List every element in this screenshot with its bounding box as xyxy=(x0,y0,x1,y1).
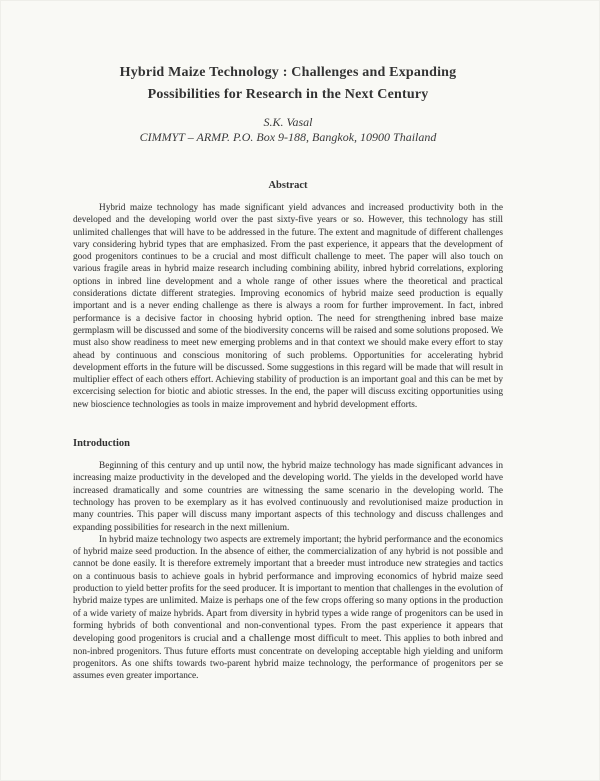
paper-title-line-2: Possibilities for Research in the Next Century xyxy=(147,87,429,102)
introduction-paragraph-2 xyxy=(73,534,503,683)
introduction-heading: Introduction xyxy=(73,438,130,450)
introduction-paragraph-2-before: In hybrid maize technology two aspects are extremely important; the hybrid performance and the economics of hybrid maize seed production. In the absence of either, the commercialization of any hybrid is not possible and cannot be done easily. It is therefore extremely important that a breeder must introduce new strategies and tactics on a continuous basis to achieve goals in hybrid performance and improving economics of hybrid maize seed production to yield better profits for the seed producer. It is important to mention that challenges in the evolution of hybrid maize types are unlimited. Maize is perhaps one of the few crops offering so many options in the production of a wide variety of maize hybrids. Apart from diversity in hybrid types a wide range of progenitors can be used in forming hybrids of both conventional and non-conventional types. From the past experience it appears that developing good progenitors is crucial xyxy=(73,534,503,645)
introduction-paragraph-2-after: difficult to meet. This applies to both inbred and non-inbred progenitors. Thus future efforts must concentrate on developing acceptable high yielding and uniform progenitors. As one shifts towards two-parent hybrid maize technology, the performance of progenitors per se assumes even greater importance. xyxy=(73,634,503,682)
author-name: S.K. Vasal xyxy=(263,115,313,129)
paper-title-line-1: Hybrid Maize Technology : Challenges and Expanding xyxy=(119,65,457,80)
abstract-paragraph: Hybrid maize technology has made significant yield advances and increased productivity both in the developed and the developing world over the past sixty-five years or so. However, this technology has still unlimited challenges that will have to be addressed in the future. The extent and magnitude of different challenges vary considering hybrid types that are emphasized. From the past experience, it appears that the development of good progenitors continues to be a crucial and most difficult challenge to meet. The paper will also touch on various fragile areas in hybrid maize research including combining ability, inbred hybrid correlations, exploring options in inbred line development and a whole range of other issues where the theoretical and practical considerations dictate different strategies. Improving economics of hybrid maize seed production is equally important and is a never ending challenge as there is always a room for further improvement. In fact, inbred performance is a decisive factor in choosing hybrid option. The need for strengthening inbred base maize germplasm will be discussed and some of the biodiversity concerns will be raised and some solutions proposed. We must also show readiness to meet new emerging problems and in that context we should make every effort to stay ahead by continuous and conscious monitoring of such problems. Opportunities for accelerating hybrid development efforts in the future will be discussed. Some suggestions in this regard will be made that will result in multiplier effect of each others effort. Achieving stability of production is an important goal and this can be met by excercising selection for biotic and abiotic stresses. In the end, the paper will discuss exciting opportunities using new bioscience technologies as tools in maize improvement and hybrid development efforts. xyxy=(73,203,503,410)
byline xyxy=(73,115,503,145)
introduction-paragraph-2-emphasis: and a challenge most xyxy=(221,632,316,645)
introduction-paragraph-1: Beginning of this century and up until now, the hybrid maize technology has made significant advances in increasing maize productivity in the developed and the developing world. The yields in the developed world have increased dramatically and some countries are witnessing the same scenario in the developing world. The technology has proven to be exemplary as it has evolved continuously and revolutionised maize production in many countries. This paper will discuss many important aspects of this technology and discuss challenges and expanding possibilities for research in the next millenium. xyxy=(73,461,503,533)
abstract-heading: Abstract xyxy=(268,180,308,191)
paper-title xyxy=(73,62,503,106)
author-affiliation: CIMMYT – ARMP. P.O. Box 9-188, Bangkok, 10900 Thailand xyxy=(139,130,437,144)
